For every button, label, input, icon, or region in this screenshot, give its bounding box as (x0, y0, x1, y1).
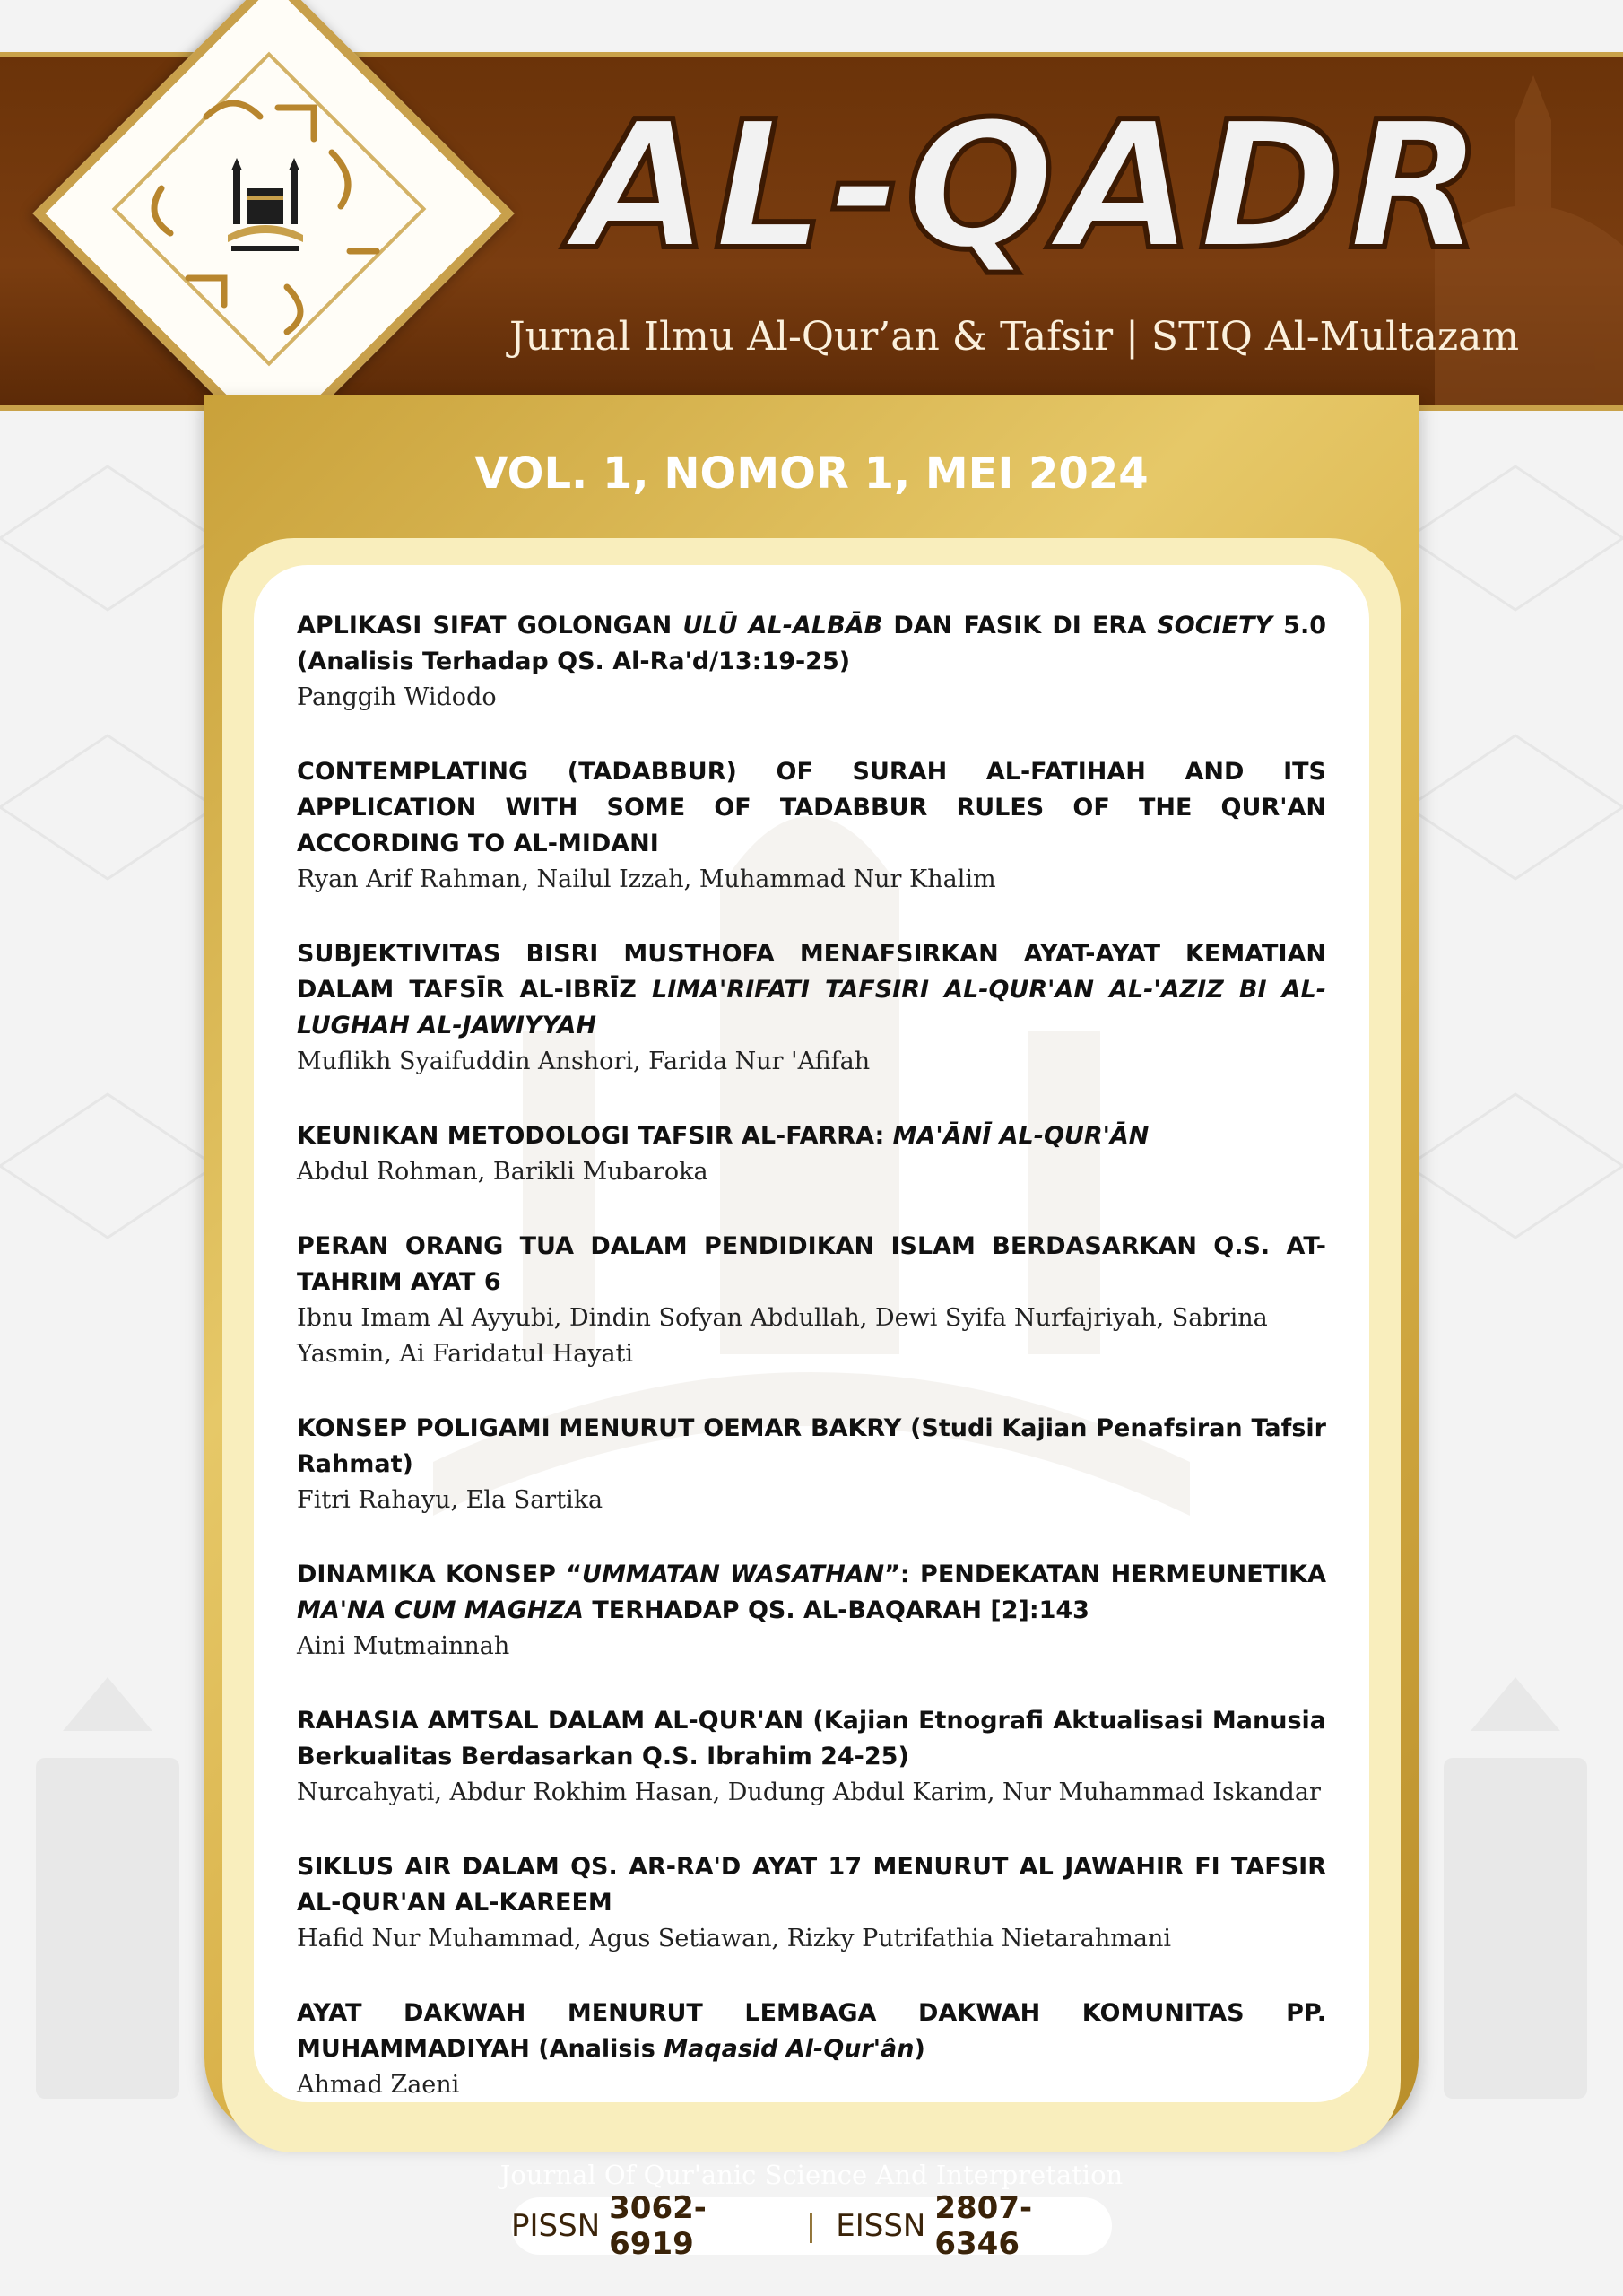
article-title: SIKLUS AIR DALAM QS. AR-RA'D AYAT 17 MENURUT AL JAWAHIR FI TAFSIR AL-QUR'AN AL-KAREEM (297, 1853, 1326, 1917)
article-authors: Muflikh Syaifuddin Anshori, Farida Nur 'Afifah (297, 1048, 871, 1075)
journal-tagline: Journal Of Qur'anic Science And Interpretation (499, 2160, 1124, 2190)
article-title: CONTEMPLATING (TADABBUR) OF SURAH AL-FATIHAH AND ITS APPLICATION WITH SOME OF TADABBUR RULES OF THE QUR'AN ACCORDING TO AL-MIDANI (297, 758, 1326, 857)
article-authors: Ryan Arif Rahman, Nailul Izzah, Muhammad Nur Khalim (297, 865, 996, 893)
article-authors: Hafid Nur Muhammad, Agus Setiawan, Rizky Putrifathia Nietarahmani (297, 1925, 1172, 1952)
journal-title: AL-QADR (574, 84, 1487, 289)
article-authors: Nurcahyati, Abdur Rokhim Hasan, Dudung Abdul Karim, Nur Muhammad Iskandar (297, 1779, 1321, 1806)
article-list (297, 608, 1326, 2102)
article-title: RAHASIA AMTSAL DALAM AL-QUR'AN (Kajian Etnografi Aktualisasi Manusia Berkualitas Berdasarkan Q.S. Ibrahim 24-25) (297, 1707, 1326, 1770)
pissn-value: 3062-6919 (609, 2190, 707, 2262)
article-authors: Aini Mutmainnah (297, 1632, 510, 1660)
article-entry (297, 1411, 1326, 1518)
article-entry (297, 754, 1326, 898)
pissn-label: PISSN (511, 2208, 601, 2244)
article-entry (297, 1996, 1326, 2102)
article-title: APLIKASI SIFAT GOLONGAN ULŪ AL-ALBĀB DAN FASIK DI ERA SOCIETY 5.0 (Analisis Terhadap QS. Al-Ra'd/13:19-25) (297, 612, 1326, 675)
article-authors: Ibnu Imam Al Ayyubi, Dindin Sofyan Abdullah, Dewi Syifa Nurfajriyah, Sabrina Yasmin, Ai Faridatul Hayati (297, 1304, 1268, 1368)
logo-calligraphy (108, 54, 430, 377)
article-entry (297, 936, 1326, 1080)
issn-separator: | (805, 2208, 817, 2244)
eissn-value: 2807-6346 (934, 2190, 1033, 2262)
article-authors: Panggih Widodo (297, 683, 497, 711)
eissn-label: EISSN (836, 2208, 926, 2244)
article-entry (297, 1118, 1326, 1190)
article-entry (297, 1703, 1326, 1811)
article-title: PERAN ORANG TUA DALAM PENDIDIKAN ISLAM BERDASARKAN Q.S. AT-TAHRIM AYAT 6 (297, 1232, 1326, 1296)
article-entry (297, 1849, 1326, 1957)
article-authors: Ahmad Zaeni (297, 2071, 460, 2099)
volume-issue: VOL. 1, NOMOR 1, MEI 2024 (474, 448, 1149, 499)
article-title: AYAT DAKWAH MENURUT LEMBAGA DAKWAH KOMUNITAS PP. MUHAMMADIYAH (Analisis Maqasid Al-Qur'ân) (297, 1999, 1326, 2063)
article-entry (297, 1557, 1326, 1665)
issn-pill (511, 2190, 1112, 2262)
article-title: KEUNIKAN METODOLOGI TAFSIR AL-FARRA: MA'ĀNĪ AL-QUR'ĀN (297, 1122, 1150, 1150)
article-title: DINAMIKA KONSEP “UMMATAN WASATHAN”: PENDEKATAN HERMEUNETIKA MA'NA CUM MAGHZA TERHADAP QS. AL-BAQARAH [2]:143 (297, 1561, 1326, 1624)
article-authors: Fitri Rahayu, Ela Sartika (297, 1486, 603, 1514)
article-title: SUBJEKTIVITAS BISRI MUSTHOFA MENAFSIRKAN AYAT-AYAT KEMATIAN DALAM TAFSĪR AL-IBRĪZ LIMA'RIFATI TAFSIRI AL-QUR'AN AL-'AZIZ BI AL-LUGHAH AL-JAWIYYAH (297, 940, 1326, 1039)
article-entry (297, 608, 1326, 716)
article-title: KONSEP POLIGAMI MENURUT OEMAR BAKRY (Studi Kajian Penafsiran Tafsir Rahmat) (297, 1414, 1326, 1478)
article-entry (297, 1229, 1326, 1372)
contents-card (254, 565, 1369, 2102)
journal-subtitle: Jurnal Ilmu Al-Qur’an & Tafsir | STIQ Al-Multazam (509, 314, 1520, 360)
article-authors: Abdul Rohman, Barikli Mubaroka (297, 1158, 708, 1186)
